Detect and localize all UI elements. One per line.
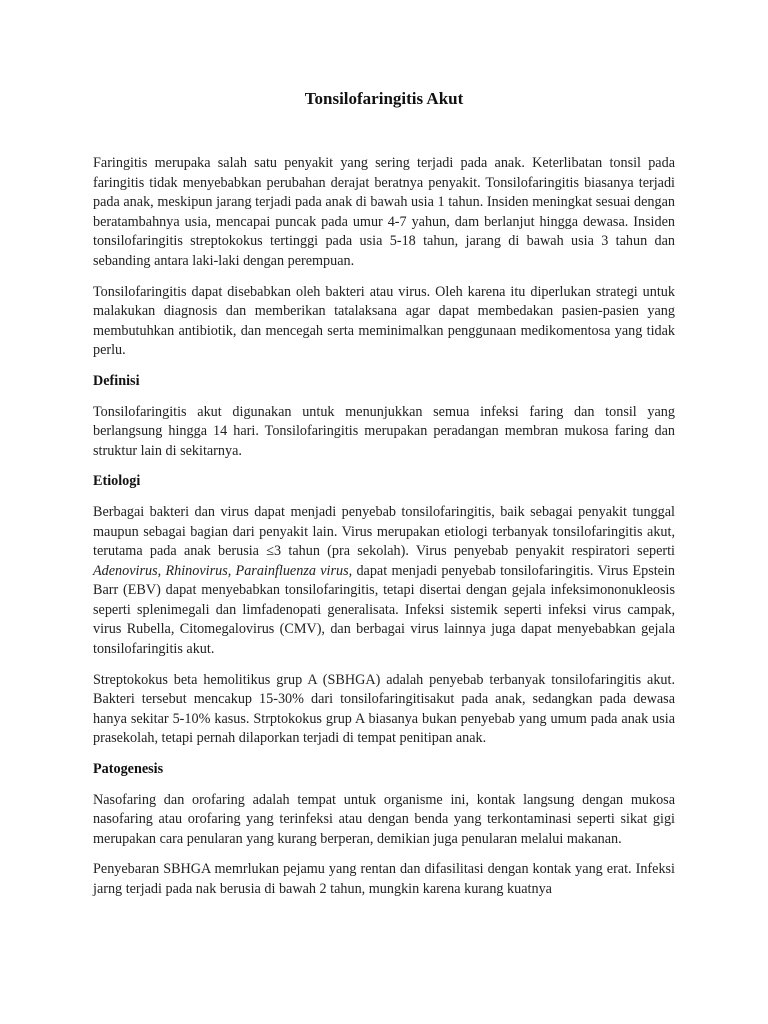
patogenesis-paragraph-1: Nasofaring dan orofaring adalah tempat untuk organisme ini, kontak langsung dengan mukosa nasofaring atau orofaring yang terinfeksi atau dengan benda yang terkontaminasi seperti sikat gigi merupakan cara penularan yang kurang berperan, demikian juga penularan melalui makanan.	[93, 791, 675, 847]
etiologi-paragraph-1	[93, 503, 675, 660]
etiologi-text-before: Berbagai bakteri dan virus dapat menjadi penyebab tonsilofaringitis, baik sebagai penyakit tunggal maupun sebagai bagian dari penyakit lain. Virus merupakan etiologi terbanyak tonsilofaringitis akut, terutama pada anak berusia ≤3 tahun (pra sekolah). Virus penyebab penyakit respiratori seperti	[93, 503, 675, 560]
etiologi-text-after: dapat menjadi penyebab tonsilofaringitis. Virus Epstein Barr (EBV) dapat menyebabkan tonsilofaringitis, tetapi disertai dengan gejala infeksimononukleosis seperti splenimegali dan limfadenopati generalisata. Infeksi sistemik seperti infeksi virus campak, virus Rubella, Citomegalovirus (CMV), dan berbagai virus lainnya juga dapat menyebabkan gejala tonsilofaringitis akut.	[93, 562, 676, 658]
section-heading-patogenesis: Patogenesis	[93, 761, 164, 778]
intro-paragraph: Faringitis merupaka salah satu penyakit yang sering terjadi pada anak. Keterlibatan tonsil pada faringitis tidak menyebabkan perubahan derajat beratnya penyakit. Tonsilofaringitis biasanya terjadi pada anak, meskipun jarang terjadi pada anak di bawah usia 1 tahun. Insiden meningkat sesuai dengan beratambahnya usia, mencapai puncak pada umur 4-7 yahun, dam berlanjut hingga dewasa. Insiden tonsilofaringitis streptokokus tertinggi pada usia 5-18 tahun, jarang di bawah usia 3 tahun dan sebanding antara laki-laki dengan perempuan.	[93, 155, 675, 269]
section-heading-definisi: Definisi	[93, 372, 140, 389]
document-body	[93, 154, 675, 911]
section-heading-etiologi: Etiologi	[93, 473, 141, 490]
document-title: Tonsilofaringitis Akut	[304, 89, 464, 108]
virus-list-italic: Adenovirus, Rhinovirus, Parainfluenza virus,	[93, 562, 353, 579]
intro-paragraph: Tonsilofaringitis dapat disebabkan oleh bakteri atau virus. Oleh karena itu diperlukan strategi untuk malakukan diagnosis dan memberikan tatalaksana agar dapat membedakan pasien-pasien yang membutuhkan antibiotik, dan mencegah serta meminimalkan penggunaan medikomentosa yang tidak perlu.	[93, 283, 675, 359]
patogenesis-paragraph-2: Penyebaran SBHGA memrlukan pejamu yang rentan dan difasilitasi dengan kontak yang erat. Infeksi jarng terjadi pada nak berusia di bawah 2 tahun, mungkin karena kurang kuatnya	[93, 861, 675, 897]
definisi-paragraph: Tonsilofaringitis akut digunakan untuk menunjukkan semua infeksi faring dan tonsil yang berlangsung hingga 14 hari. Tonsilofaringitis merupakan peradangan membran mukosa faring dan struktur lain di sekitarnya.	[93, 403, 675, 459]
etiologi-paragraph-2: Streptokokus beta hemolitikus grup A (SBHGA) adalah penyebab terbanyak tonsilofaringitis akut. Bakteri tersebut mencakup 15-30% dari tonsilofaringitisakut pada anak, sedangkan pada dewasa hanya sekitar 5-10% kasus. Strptokokus grup A biasanya bukan penyebab yang umum pada anak usia prasekolah, tetapi pernah dilaporkan terjadi di tempat penitipan anak.	[93, 671, 675, 747]
